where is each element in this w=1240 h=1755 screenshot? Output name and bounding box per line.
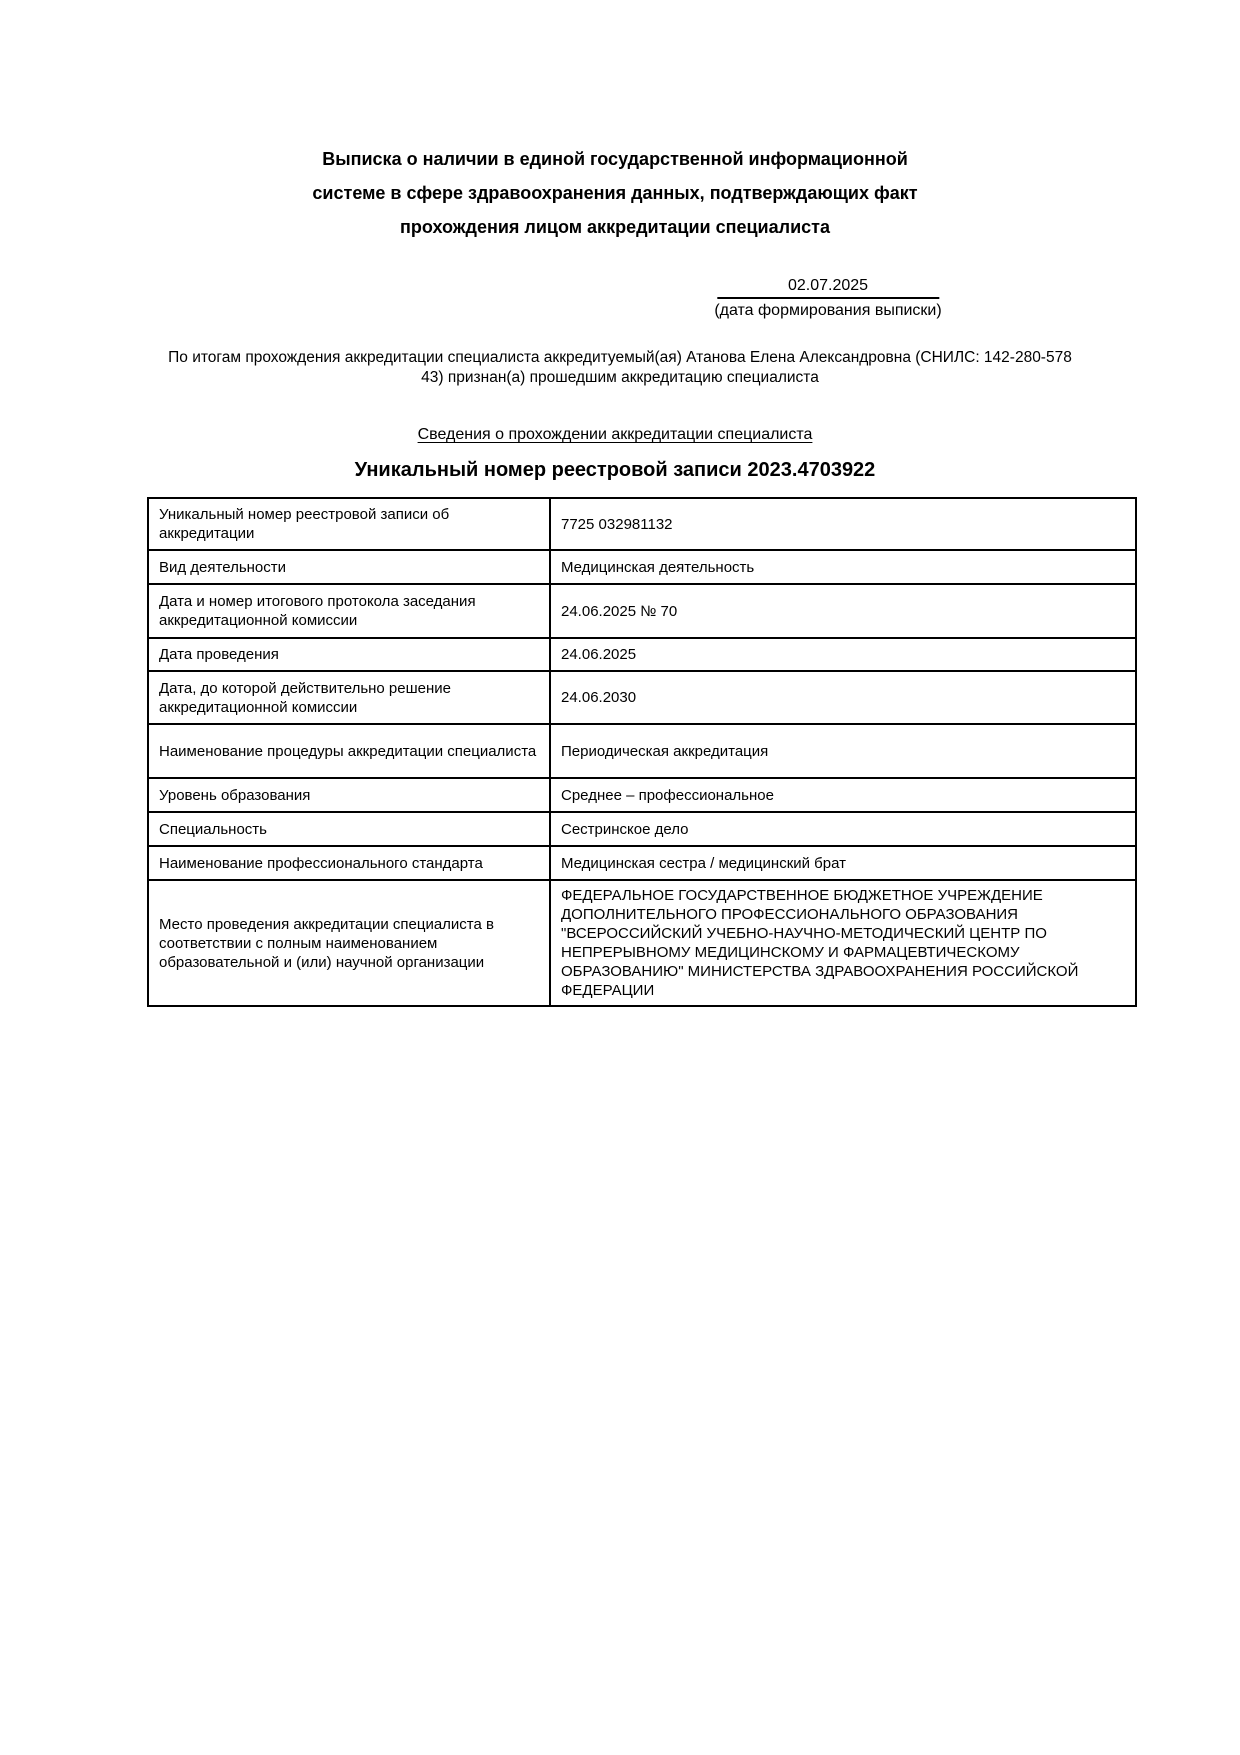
row-label: Наименование процедуры аккредитации специалиста bbox=[148, 724, 550, 778]
row-value: 24.06.2025 № 70 bbox=[550, 584, 1136, 638]
table-row bbox=[148, 812, 1136, 846]
row-value: Медицинская сестра / медицинский брат bbox=[550, 846, 1136, 880]
accreditation-table bbox=[147, 497, 1137, 1007]
title-line-2: системе в сфере здравоохранения данных, подтверждающих факт bbox=[312, 183, 918, 203]
formation-date-caption: (дата формирования выписки) bbox=[714, 302, 942, 319]
row-label: Уникальный номер реестровой записи об аккредитации bbox=[148, 498, 550, 550]
formation-date-block bbox=[714, 276, 941, 320]
title-line-1: Выписка о наличии в единой государственной информационной bbox=[322, 149, 908, 169]
table-row bbox=[148, 671, 1136, 724]
row-value: ФЕДЕРАЛЬНОЕ ГОСУДАРСТВЕННОЕ БЮДЖЕТНОЕ УЧРЕЖДЕНИЕ ДОПОЛНИТЕЛЬНОГО ПРОФЕССИОНАЛЬНОГО ОБРАЗОВАНИЯ "ВСЕРОССИЙСКИЙ УЧЕБНО-НАУЧНО-МЕТОДИЧЕСКИЙ ЦЕНТР ПО НЕПРЕРЫВНОМУ МЕДИЦИНСКОМУ И ФАРМАЦЕВТИЧЕСКОМУ ОБРАЗОВАНИЮ" МИНИСТЕРСТВА ЗДРАВООХРАНЕНИЯ РОССИЙСКОЙ ФЕДЕРАЦИИ bbox=[550, 880, 1136, 1006]
row-value: Медицинская деятельность bbox=[550, 550, 1136, 584]
title-line-3: прохождения лицом аккредитации специалиста bbox=[400, 217, 830, 237]
document-title bbox=[0, 142, 1230, 244]
intro-line-1: По итогам прохождения аккредитации специалиста аккредитуемый(ая) Атанова Елена Александровна (СНИЛС: 142-280-578 bbox=[168, 349, 1072, 366]
row-label: Уровень образования bbox=[148, 778, 550, 812]
row-label: Дата, до которой действительно решение аккредитационной комиссии bbox=[148, 671, 550, 724]
table-row bbox=[148, 778, 1136, 812]
row-value: 24.06.2030 bbox=[550, 671, 1136, 724]
table-row bbox=[148, 584, 1136, 638]
table-row bbox=[148, 880, 1136, 1006]
row-value: Среднее – профессиональное bbox=[550, 778, 1136, 812]
row-label: Дата и номер итогового протокола заседания аккредитационной комиссии bbox=[148, 584, 550, 638]
intro-paragraph bbox=[70, 348, 1170, 388]
table-row bbox=[148, 724, 1136, 778]
row-label: Вид деятельности bbox=[148, 550, 550, 584]
row-value: 7725 032981132 bbox=[550, 498, 1136, 550]
table-row bbox=[148, 846, 1136, 880]
row-value: Периодическая аккредитация bbox=[550, 724, 1136, 778]
table-row bbox=[148, 498, 1136, 550]
row-value: 24.06.2025 bbox=[550, 638, 1136, 671]
row-label: Дата проведения bbox=[148, 638, 550, 671]
table-row bbox=[148, 638, 1136, 671]
registry-number-heading: Уникальный номер реестровой записи 2023.4703922 bbox=[354, 459, 876, 481]
row-label: Специальность bbox=[148, 812, 550, 846]
intro-line-2: 43) признан(а) прошедшим аккредитацию специалиста bbox=[421, 369, 819, 386]
table-row bbox=[148, 550, 1136, 584]
section-heading: Сведения о прохождении аккредитации специалиста bbox=[417, 426, 813, 443]
row-value: Сестринское дело bbox=[550, 812, 1136, 846]
formation-date: 02.07.2025 bbox=[717, 276, 939, 299]
row-label: Место проведения аккредитации специалиста в соответствии с полным наименованием образовательной и (или) научной организации bbox=[148, 880, 550, 1006]
row-label: Наименование профессионального стандарта bbox=[148, 846, 550, 880]
